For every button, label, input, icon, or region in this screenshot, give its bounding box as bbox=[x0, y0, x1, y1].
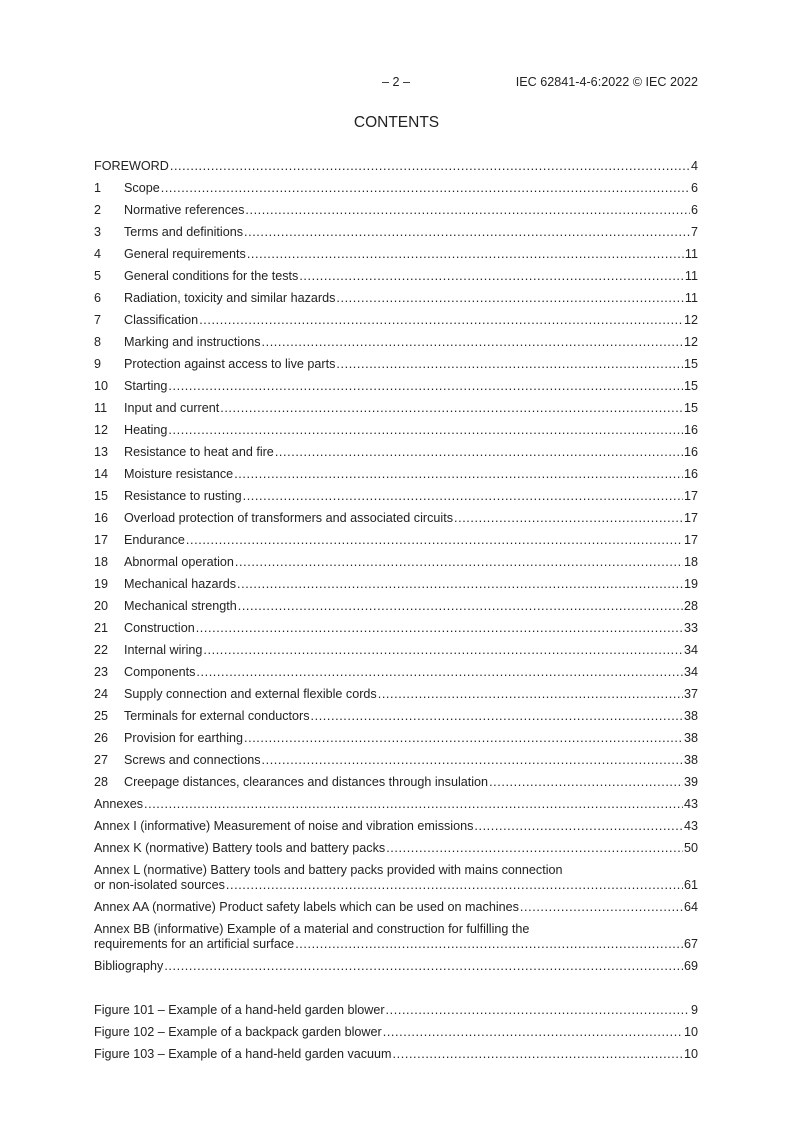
toc-entry[interactable] bbox=[94, 727, 698, 749]
toc-entry[interactable] bbox=[94, 749, 698, 771]
entry-page: 43 bbox=[683, 818, 698, 833]
entry-title: Endurance bbox=[124, 532, 185, 547]
toc-entry[interactable] bbox=[94, 999, 698, 1021]
toc-entry[interactable] bbox=[94, 375, 698, 397]
entry-number: 2 bbox=[94, 202, 102, 217]
toc-entry[interactable] bbox=[94, 859, 698, 896]
dot-leader bbox=[226, 878, 683, 893]
entry-number: 10 bbox=[94, 378, 109, 393]
entry-page: 9 bbox=[690, 1002, 698, 1017]
entry-page: 38 bbox=[683, 708, 698, 723]
dot-leader bbox=[220, 401, 683, 416]
entry-title: General conditions for the tests bbox=[124, 268, 299, 283]
dot-leader bbox=[386, 841, 683, 856]
entry-number: 1 bbox=[94, 180, 102, 195]
toc-entry[interactable] bbox=[94, 155, 698, 177]
toc-entry[interactable] bbox=[94, 1043, 698, 1065]
entry-page: 43 bbox=[683, 796, 698, 811]
entry-page: 12 bbox=[683, 312, 698, 327]
dot-leader bbox=[311, 709, 683, 724]
entry-title: Abnormal operation bbox=[124, 554, 234, 569]
list-of-figures bbox=[94, 999, 698, 1065]
entry-title: Annex BB (informative) Example of a material and construction for fulfilling the bbox=[94, 921, 530, 936]
entry-number: 3 bbox=[94, 224, 102, 239]
toc-entry-line bbox=[94, 937, 698, 952]
dot-leader bbox=[186, 533, 683, 548]
dot-leader bbox=[243, 489, 683, 504]
entry-title: Annex K (normative) Battery tools and battery packs bbox=[94, 840, 386, 855]
toc-entry[interactable] bbox=[94, 793, 698, 815]
entry-page: 12 bbox=[683, 334, 698, 349]
dot-leader bbox=[247, 247, 684, 262]
entry-page: 15 bbox=[683, 356, 698, 371]
dot-leader bbox=[520, 900, 683, 915]
entry-number: 15 bbox=[94, 488, 109, 503]
dot-leader bbox=[489, 775, 683, 790]
entry-number: 14 bbox=[94, 466, 109, 481]
entry-title: Protection against access to live parts bbox=[124, 356, 336, 371]
entry-title-continued: or non-isolated sources bbox=[94, 877, 225, 892]
dot-leader bbox=[244, 731, 683, 746]
dot-leader bbox=[336, 291, 684, 306]
entry-title: Annexes bbox=[94, 796, 144, 811]
toc-entry[interactable] bbox=[94, 287, 698, 309]
toc-entry[interactable] bbox=[94, 1021, 698, 1043]
entry-page: 6 bbox=[690, 202, 698, 217]
entry-number: 25 bbox=[94, 708, 109, 723]
entry-page: 34 bbox=[683, 642, 698, 657]
entry-number: 12 bbox=[94, 422, 109, 437]
toc-entry[interactable] bbox=[94, 485, 698, 507]
entry-title: Figure 101 – Example of a hand-held garden blower bbox=[94, 1002, 385, 1017]
entry-page: 17 bbox=[683, 532, 698, 547]
dot-leader bbox=[393, 1047, 683, 1062]
entry-page: 11 bbox=[684, 246, 698, 261]
entry-page: 39 bbox=[683, 774, 698, 789]
toc-entry-line bbox=[94, 922, 698, 937]
toc-entry[interactable] bbox=[94, 918, 698, 955]
entry-page: 33 bbox=[683, 620, 698, 635]
dot-leader bbox=[168, 379, 683, 394]
entry-number: 17 bbox=[94, 532, 109, 547]
table-of-contents bbox=[94, 155, 698, 977]
entry-title: Mechanical hazards bbox=[124, 576, 237, 591]
entry-title-continued: requirements for an artificial surface bbox=[94, 936, 295, 951]
entry-title: Figure 103 – Example of a hand-held garden vacuum bbox=[94, 1046, 392, 1061]
toc-entry[interactable] bbox=[94, 199, 698, 221]
entry-page: 38 bbox=[683, 752, 698, 767]
dot-leader bbox=[474, 819, 683, 834]
entry-number: 26 bbox=[94, 730, 109, 745]
toc-entry[interactable] bbox=[94, 705, 698, 727]
toc-entry[interactable] bbox=[94, 507, 698, 529]
entry-page: 61 bbox=[683, 877, 698, 892]
dot-leader bbox=[168, 423, 683, 438]
dot-leader bbox=[196, 665, 683, 680]
entry-number: 27 bbox=[94, 752, 109, 767]
entry-title: Bibliography bbox=[94, 958, 164, 973]
entry-number: 5 bbox=[94, 268, 102, 283]
dot-leader bbox=[275, 445, 683, 460]
entry-number: 13 bbox=[94, 444, 109, 459]
entry-title: General requirements bbox=[124, 246, 246, 261]
entry-title: Marking and instructions bbox=[124, 334, 261, 349]
entry-page: 16 bbox=[683, 422, 698, 437]
entry-title: Supply connection and external flexible cords bbox=[124, 686, 377, 701]
toc-entry[interactable] bbox=[94, 463, 698, 485]
entry-title: Provision for earthing bbox=[124, 730, 244, 745]
dot-leader bbox=[336, 357, 683, 372]
entry-title: Internal wiring bbox=[124, 642, 203, 657]
entry-title: Radiation, toxicity and similar hazards bbox=[124, 290, 336, 305]
entry-title: Figure 102 – Example of a backpack garden blower bbox=[94, 1024, 382, 1039]
toc-entry[interactable] bbox=[94, 419, 698, 441]
entry-title: Annex AA (normative) Product safety labels which can be used on machines bbox=[94, 899, 519, 914]
entry-number: 9 bbox=[94, 356, 102, 371]
entry-page: 64 bbox=[683, 899, 698, 914]
entry-title: Moisture resistance bbox=[124, 466, 234, 481]
entry-title: Classification bbox=[124, 312, 199, 327]
entry-number: 22 bbox=[94, 642, 109, 657]
entry-page: 11 bbox=[684, 268, 698, 283]
dot-leader bbox=[164, 959, 683, 974]
toc-entry[interactable] bbox=[94, 815, 698, 837]
toc-entry[interactable] bbox=[94, 551, 698, 573]
toc-entry[interactable] bbox=[94, 221, 698, 243]
standard-reference: IEC 62841-4-6:2022 © IEC 2022 bbox=[515, 75, 698, 89]
toc-entry[interactable] bbox=[94, 837, 698, 859]
toc-entry[interactable] bbox=[94, 896, 698, 918]
entry-page: 11 bbox=[684, 290, 698, 305]
toc-entry[interactable] bbox=[94, 955, 698, 977]
dot-leader bbox=[170, 159, 690, 174]
entry-page: 34 bbox=[683, 664, 698, 679]
entry-page: 50 bbox=[683, 840, 698, 855]
entry-number: 7 bbox=[94, 312, 102, 327]
dot-leader bbox=[196, 621, 683, 636]
dot-leader bbox=[235, 555, 683, 570]
dot-leader bbox=[245, 203, 690, 218]
entry-title: Starting bbox=[124, 378, 168, 393]
dot-leader bbox=[378, 687, 683, 702]
entry-title: Annex I (informative) Measurement of noise and vibration emissions bbox=[94, 818, 474, 833]
entry-title: Normative references bbox=[124, 202, 245, 217]
toc-entry[interactable] bbox=[94, 573, 698, 595]
entry-number: 4 bbox=[94, 246, 102, 261]
entry-title: Mechanical strength bbox=[124, 598, 237, 613]
entry-title: Input and current bbox=[124, 400, 220, 415]
entry-title: FOREWORD bbox=[94, 158, 169, 173]
toc-entry[interactable] bbox=[94, 639, 698, 661]
dot-leader bbox=[234, 467, 683, 482]
toc-entry[interactable] bbox=[94, 683, 698, 705]
entry-page: 16 bbox=[683, 466, 698, 481]
entry-number: 23 bbox=[94, 664, 109, 679]
entry-number: 18 bbox=[94, 554, 109, 569]
entry-title: Resistance to rusting bbox=[124, 488, 242, 503]
toc-entry[interactable] bbox=[94, 309, 698, 331]
dot-leader bbox=[144, 797, 683, 812]
entry-page: 16 bbox=[683, 444, 698, 459]
entry-page: 10 bbox=[683, 1046, 698, 1061]
toc-entry[interactable] bbox=[94, 243, 698, 265]
entry-title: Creepage distances, clearances and distances through insulation bbox=[124, 774, 489, 789]
toc-entry[interactable] bbox=[94, 177, 698, 199]
entry-number: 11 bbox=[94, 400, 108, 415]
entry-page: 17 bbox=[683, 488, 698, 503]
entry-number: 8 bbox=[94, 334, 102, 349]
entry-page: 67 bbox=[683, 936, 698, 951]
dot-leader bbox=[203, 643, 683, 658]
dot-leader bbox=[454, 511, 683, 526]
entry-title: Terminals for external conductors bbox=[124, 708, 310, 723]
toc-entry[interactable] bbox=[94, 595, 698, 617]
entry-title: Components bbox=[124, 664, 196, 679]
entry-page: 7 bbox=[690, 224, 698, 239]
dot-leader bbox=[386, 1003, 690, 1018]
entry-title: Heating bbox=[124, 422, 168, 437]
entry-title: Annex L (normative) Battery tools and battery packs provided with mains connection bbox=[94, 862, 563, 877]
entry-page: 18 bbox=[683, 554, 698, 569]
toc-entry[interactable] bbox=[94, 771, 698, 793]
toc-entry[interactable] bbox=[94, 617, 698, 639]
entry-page: 19 bbox=[683, 576, 698, 591]
page-title: CONTENTS bbox=[353, 114, 440, 131]
toc-entry[interactable] bbox=[94, 331, 698, 353]
entry-page: 4 bbox=[690, 158, 698, 173]
toc-entry[interactable] bbox=[94, 529, 698, 551]
entry-number: 20 bbox=[94, 598, 109, 613]
entry-page: 28 bbox=[683, 598, 698, 613]
entry-title: Overload protection of transformers and associated circuits bbox=[124, 510, 453, 525]
dot-leader bbox=[199, 313, 683, 328]
entry-page: 69 bbox=[683, 958, 698, 973]
toc-entry[interactable] bbox=[94, 353, 698, 375]
entry-number: 16 bbox=[94, 510, 109, 525]
dot-leader bbox=[383, 1025, 683, 1040]
dot-leader bbox=[237, 577, 683, 592]
toc-entry[interactable] bbox=[94, 661, 698, 683]
toc-entry-line bbox=[94, 863, 698, 878]
toc-entry[interactable] bbox=[94, 265, 698, 287]
toc-entry-line bbox=[94, 878, 698, 893]
entry-number: 19 bbox=[94, 576, 109, 591]
toc-entry[interactable] bbox=[94, 397, 698, 419]
dot-leader bbox=[238, 599, 683, 614]
entry-page: 15 bbox=[683, 400, 698, 415]
page-number: – 2 – bbox=[381, 75, 410, 89]
entry-page: 15 bbox=[683, 378, 698, 393]
entry-page: 6 bbox=[690, 180, 698, 195]
dot-leader bbox=[295, 937, 683, 952]
entry-page: 37 bbox=[683, 686, 698, 701]
dot-leader bbox=[161, 181, 690, 196]
toc-entry[interactable] bbox=[94, 441, 698, 463]
entry-page: 10 bbox=[683, 1024, 698, 1039]
entry-page: 38 bbox=[683, 730, 698, 745]
dot-leader bbox=[299, 269, 684, 284]
dot-leader bbox=[262, 753, 683, 768]
entry-title: Scope bbox=[124, 180, 160, 195]
entry-title: Screws and connections bbox=[124, 752, 261, 767]
entry-number: 28 bbox=[94, 774, 109, 789]
entry-page: 17 bbox=[683, 510, 698, 525]
dot-leader bbox=[262, 335, 683, 350]
entry-number: 21 bbox=[94, 620, 109, 635]
entry-title: Construction bbox=[124, 620, 195, 635]
entry-number: 6 bbox=[94, 290, 102, 305]
entry-number: 24 bbox=[94, 686, 109, 701]
entry-title: Terms and definitions bbox=[124, 224, 244, 239]
entry-title: Resistance to heat and fire bbox=[124, 444, 274, 459]
dot-leader bbox=[244, 225, 690, 240]
